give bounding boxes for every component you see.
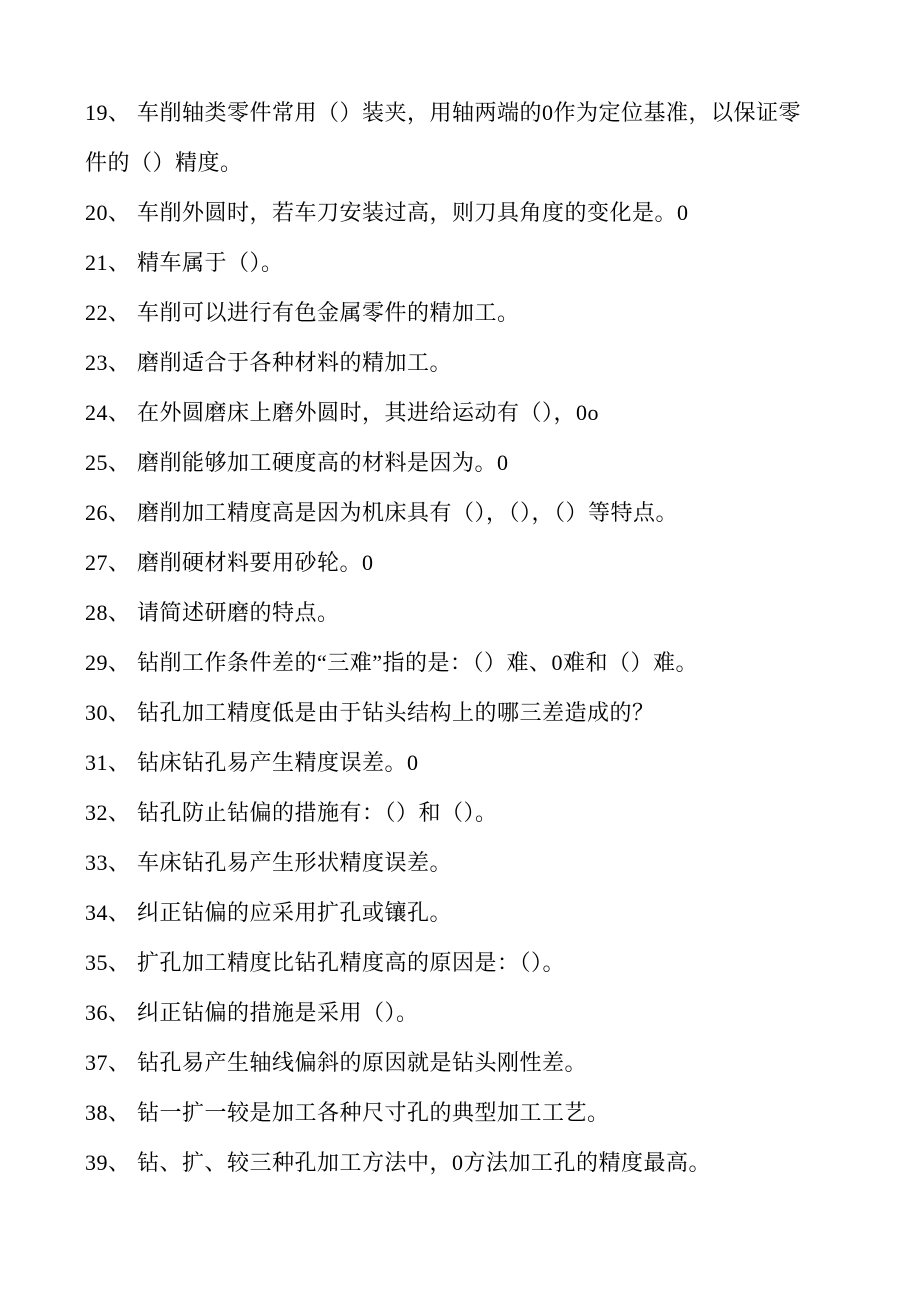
question-number: 20、 — [85, 200, 131, 225]
question-number: 25、 — [85, 450, 131, 475]
question-text: 钻削工作条件差的“三难”指的是：（）难、0难和（）难。 — [137, 650, 699, 675]
question-number: 28、 — [85, 600, 131, 625]
question-item — [85, 888, 880, 938]
question-item — [85, 1038, 880, 1088]
question-item — [85, 338, 880, 388]
question-item — [85, 938, 880, 988]
question-number: 33、 — [85, 850, 131, 875]
question-item — [85, 738, 880, 788]
question-number: 37、 — [85, 1050, 131, 1075]
question-number: 35、 — [85, 950, 131, 975]
question-text: 磨削加工精度高是因为机床具有（），（），（）等特点。 — [137, 500, 679, 525]
question-number: 27、 — [85, 550, 131, 575]
question-item — [85, 438, 880, 488]
question-item — [85, 688, 880, 738]
question-item-continuation — [85, 138, 880, 188]
question-number: 21、 — [85, 250, 131, 275]
question-number: 29、 — [85, 650, 131, 675]
question-number: 32、 — [85, 800, 131, 825]
question-number: 19、 — [85, 100, 131, 125]
question-number: 23、 — [85, 350, 131, 375]
question-item — [85, 488, 880, 538]
question-item — [85, 838, 880, 888]
question-text: 钻、扩、较三种孔加工方法中，0方法加工孔的精度最高。 — [137, 1150, 712, 1175]
question-text: 钻孔加工精度低是由于钻头结构上的哪三差造成的？ — [137, 700, 655, 725]
question-text: 请简述研磨的特点。 — [137, 600, 340, 625]
question-item — [85, 188, 880, 238]
question-text-continuation: 件的（）精度。 — [85, 150, 243, 175]
question-text: 钻一扩一较是加工各种尺寸孔的典型加工工艺。 — [137, 1100, 610, 1125]
question-item — [85, 388, 880, 438]
question-number: 26、 — [85, 500, 131, 525]
question-text: 钻孔防止钻偏的措施有：（）和（）。 — [137, 800, 498, 825]
question-text: 钻孔易产生轴线偏斜的原因就是钻头刚性差。 — [137, 1050, 588, 1075]
question-text: 磨削适合于各种材料的精加工。 — [137, 350, 453, 375]
question-number: 38、 — [85, 1100, 131, 1125]
question-text: 纠正钻偏的应采用扩孔或镶孔。 — [137, 900, 453, 925]
question-text: 车削轴类零件常用（）装夹，用轴两端的0作为定位基准，以保证零 — [137, 100, 802, 125]
question-item — [85, 988, 880, 1038]
question-item — [85, 638, 880, 688]
question-item — [85, 588, 880, 638]
question-text: 钻床钻孔易产生精度误差。0 — [137, 750, 419, 775]
question-number: 31、 — [85, 750, 131, 775]
question-text: 扩孔加工精度比钻孔精度高的原因是：（）。 — [137, 950, 566, 975]
question-item — [85, 788, 880, 838]
question-text: 精车属于（）。 — [137, 250, 284, 275]
question-text: 车削外圆时，若车刀安装过高，则刀具角度的变化是。0 — [137, 200, 689, 225]
question-number: 36、 — [85, 1000, 131, 1025]
question-text: 车削可以进行有色金属零件的精加工。 — [137, 300, 520, 325]
question-item — [85, 288, 880, 338]
question-text: 在外圆磨床上磨外圆时，其进给运动有（），0o — [137, 400, 600, 425]
question-item — [85, 238, 880, 288]
question-number: 34、 — [85, 900, 131, 925]
question-text: 车床钻孔易产生形状精度误差。 — [137, 850, 453, 875]
question-text: 磨削能够加工硬度高的材料是因为。0 — [137, 450, 509, 475]
question-number: 39、 — [85, 1150, 131, 1175]
question-text: 纠正钻偏的措施是采用（）。 — [137, 1000, 419, 1025]
question-number: 24、 — [85, 400, 131, 425]
question-number: 30、 — [85, 700, 131, 725]
question-item — [85, 538, 880, 588]
question-item — [85, 1088, 880, 1138]
question-text: 磨削硬材料要用砂轮。0 — [137, 550, 374, 575]
question-number: 22、 — [85, 300, 131, 325]
question-item — [85, 1138, 880, 1188]
question-item — [85, 88, 880, 138]
